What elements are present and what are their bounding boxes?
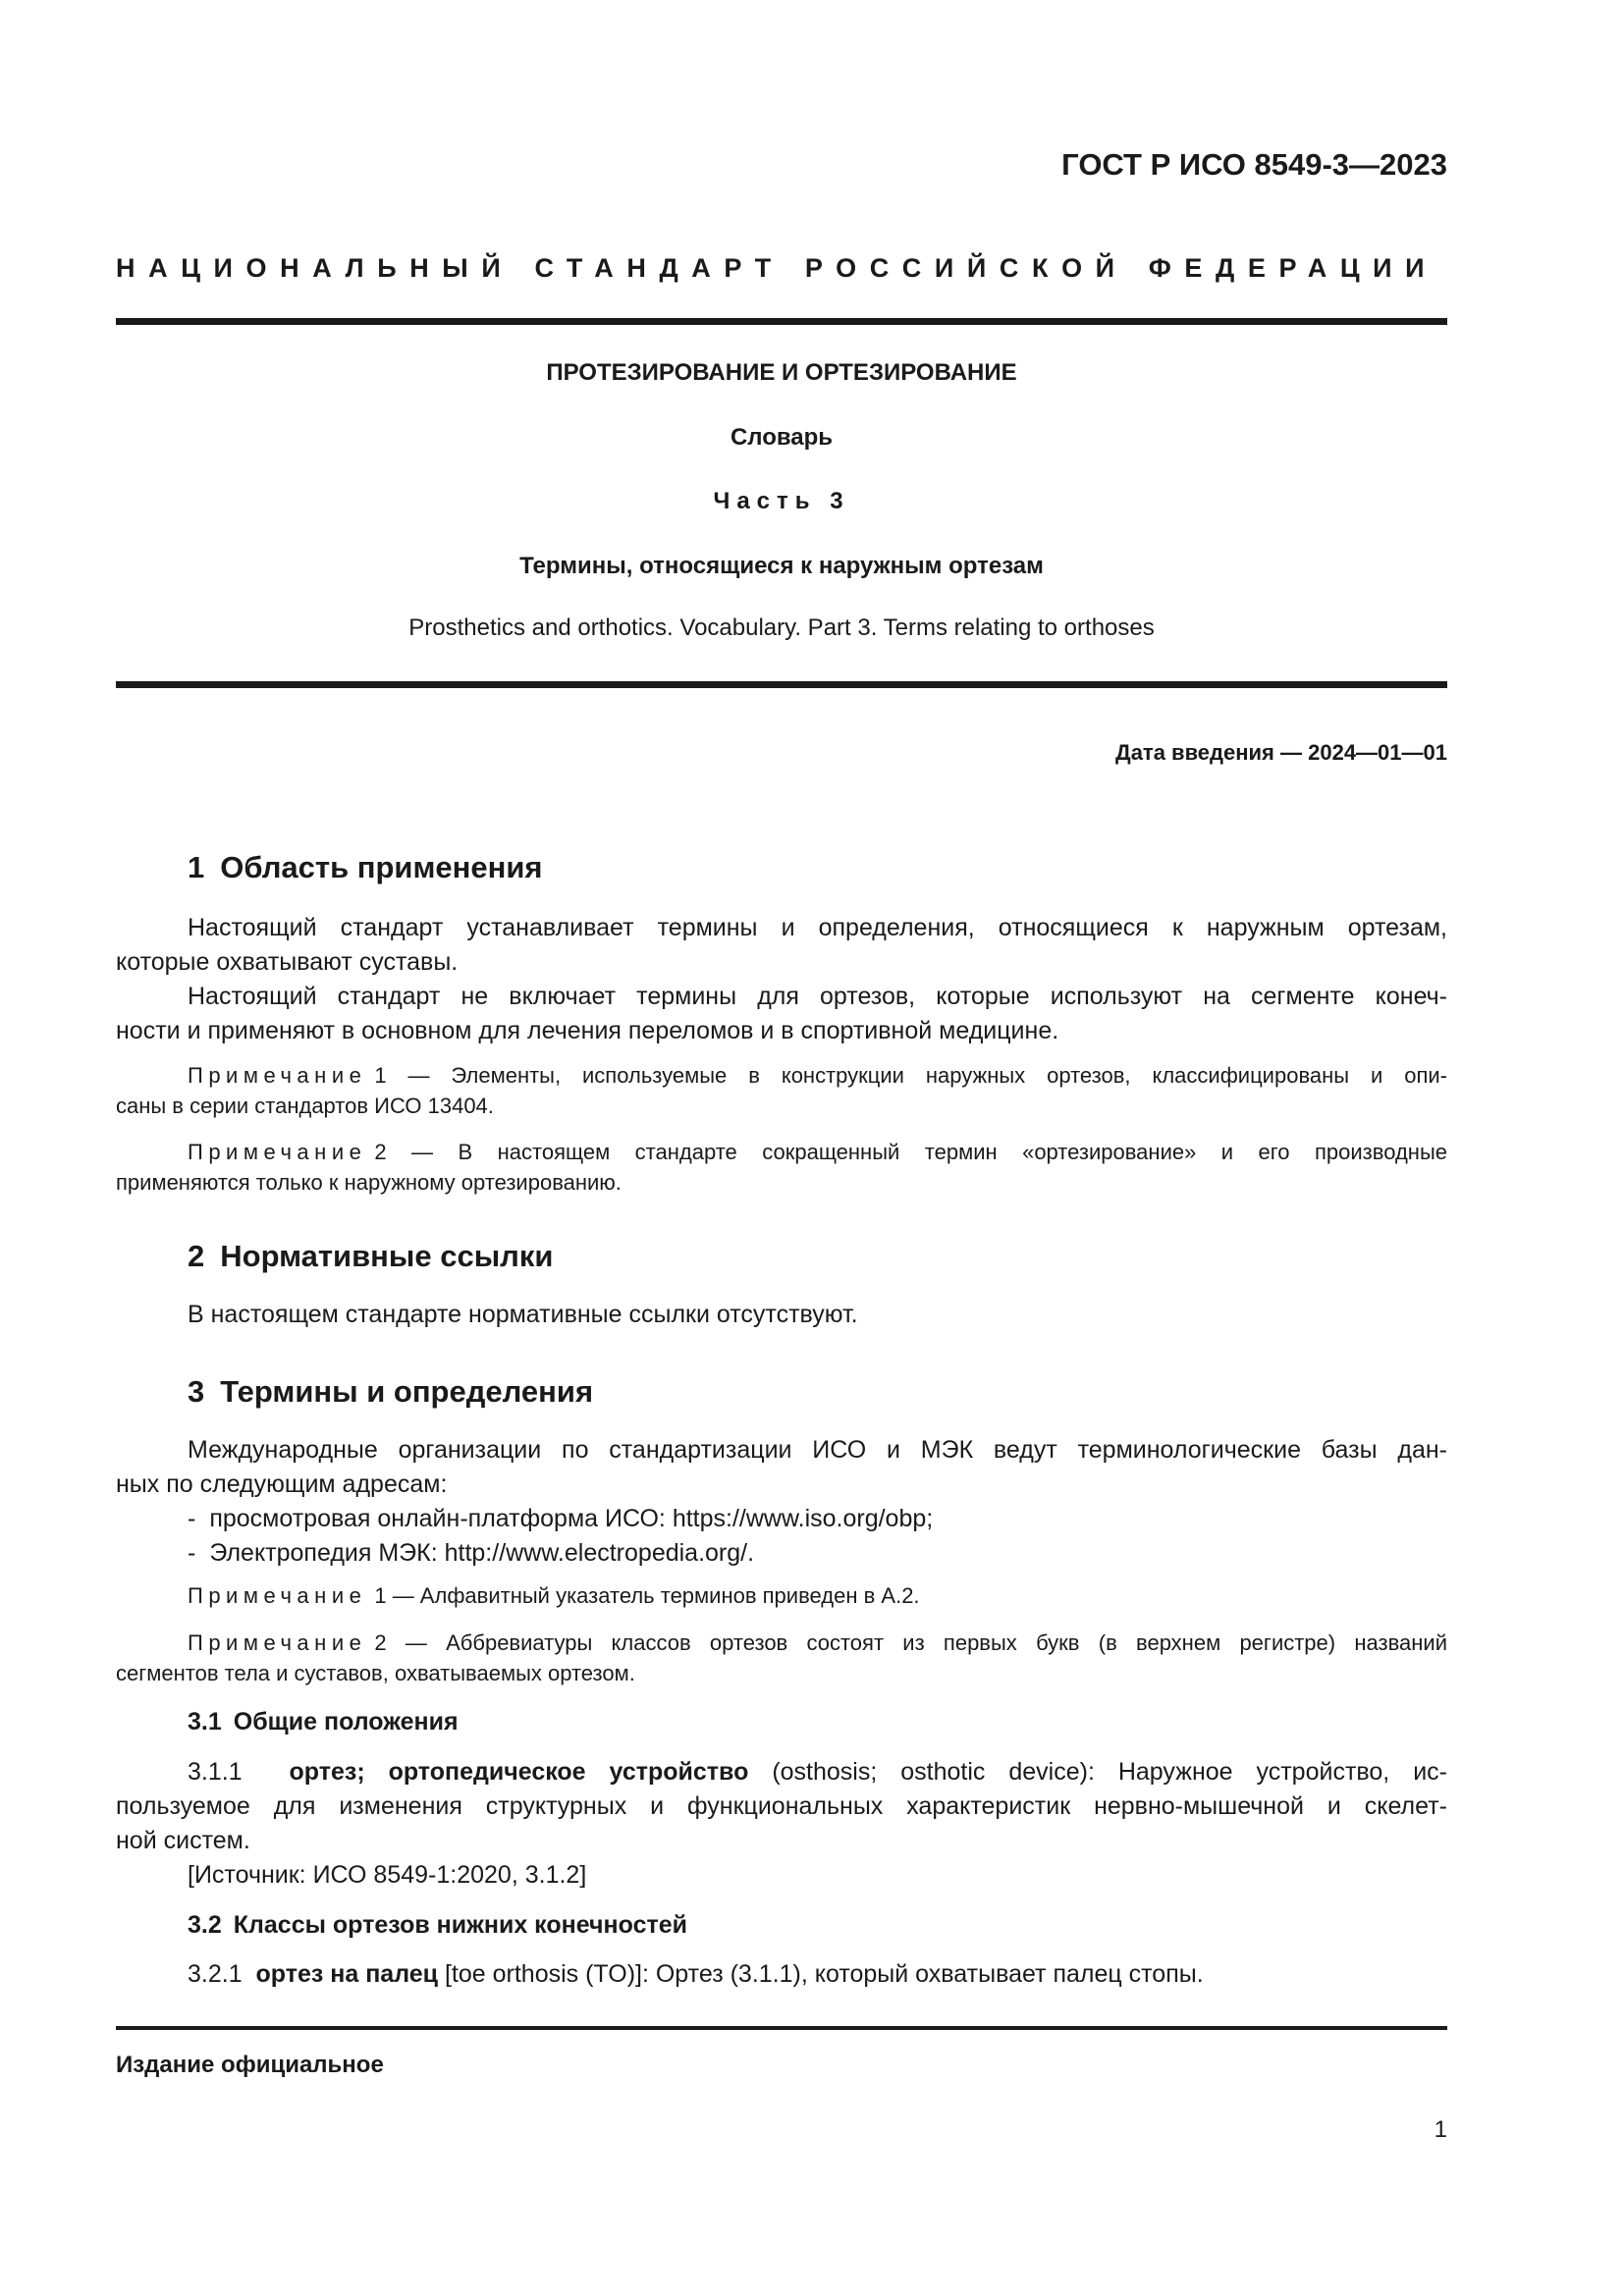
note-line: Примечание 2 — Аббревиатуры классов ортезов состоят из первых букв (в верхнем регистре) названий bbox=[188, 1630, 1447, 1655]
bullet-marker: - bbox=[188, 1539, 196, 1567]
list-item: - просмотровая онлайн-платформа ИСО: https://www.iso.org/obp; bbox=[188, 1505, 934, 1532]
introduction-date: Дата введения — 2024—01—01 bbox=[1115, 740, 1447, 765]
text-line: Настоящий стандарт устанавливает термины и определения, относящиеся к наружным ортезам, bbox=[188, 914, 1447, 941]
section-1-paragraph-1 bbox=[116, 911, 1447, 980]
footer-rule bbox=[116, 2026, 1447, 2030]
bullet-marker: - bbox=[188, 1505, 196, 1532]
document-subtitle-vocabulary: Словарь bbox=[730, 424, 834, 451]
header-rule bbox=[116, 318, 1447, 325]
text-line: ности и применяют в основном для лечения переломов и в спортивной медицине. bbox=[116, 1017, 1059, 1044]
subsection-title: Классы ортезов нижних конечностей bbox=[233, 1911, 687, 1939]
note-line: Примечание 1 — Элементы, используемые в конструкции наружных ортезов, классифицированы и опи- bbox=[188, 1063, 1447, 1088]
subsection-3-1-heading bbox=[188, 1708, 459, 1736]
section-title: Область применения bbox=[220, 850, 543, 884]
term-number: 3.1.1 bbox=[188, 1758, 243, 1786]
list-item: - Электропедия МЭК: http://www.electropedia.org/. bbox=[188, 1539, 755, 1567]
title-rule bbox=[116, 681, 1447, 688]
subsection-3-2-heading bbox=[188, 1911, 687, 1940]
note-line: сегментов тела и суставов, охватываемых ортезом. bbox=[116, 1661, 635, 1685]
note-line: саны в серии стандартов ИСО 13404. bbox=[116, 1094, 494, 1118]
official-edition-label: Издание официальное bbox=[116, 2052, 384, 2078]
text-line: Международные организации по стандартизации ИСО и МЭК ведут терминологические базы дан- bbox=[188, 1436, 1447, 1464]
national-standard-banner: НАЦИОНАЛЬНЫЙ СТАНДАРТ РОССИЙСКОЙ ФЕДЕРАЦИИ bbox=[116, 253, 1438, 283]
term-name: ортез на палец bbox=[255, 1960, 439, 1988]
note-label: Примечание bbox=[188, 1583, 367, 1608]
text-line: ной систем. bbox=[116, 1827, 250, 1854]
text-line: которые охватывают суставы. bbox=[116, 948, 459, 976]
term-3-1-1 bbox=[116, 1755, 1447, 1893]
section-3-paragraph bbox=[116, 1433, 1447, 1571]
page-number: 1 bbox=[1434, 2116, 1447, 2143]
section-title: Нормативные ссылки bbox=[220, 1239, 554, 1273]
subsection-title: Общие положения bbox=[233, 1708, 459, 1735]
text-line: В настоящем стандарте нормативные ссылки отсутствуют. bbox=[188, 1301, 858, 1328]
note-label: Примечание bbox=[188, 1630, 367, 1655]
section-2-heading bbox=[188, 1239, 553, 1274]
document-title: ПРОТЕЗИРОВАНИЕ И ОРТЕЗИРОВАНИЕ bbox=[546, 359, 1017, 386]
text-line: пользуемое для изменения структурных и функциональных характеристик нервно-мышечной и скелет- bbox=[116, 1792, 1447, 1820]
subsection-number: 3.1 bbox=[188, 1708, 222, 1735]
term-line: 3.2.1 ортез на палец [toe orthosis (TO)]: Ортез (3.1.1), который охватывает палец стопы. bbox=[188, 1960, 1204, 1988]
section-2-paragraph bbox=[116, 1298, 1447, 1332]
document-terms-title: Термины, относящиеся к наружным ортезам bbox=[519, 553, 1044, 579]
section-number: 2 bbox=[188, 1239, 205, 1273]
document-part: Часть 3 bbox=[713, 488, 850, 514]
section-3-note-1 bbox=[116, 1580, 1447, 1611]
text-line: Настоящий стандарт не включает термины для ортезов, которые используют на сегменте конеч- bbox=[188, 983, 1447, 1010]
section-3-heading bbox=[188, 1374, 593, 1410]
section-1-paragraph-2 bbox=[116, 980, 1447, 1048]
section-number: 3 bbox=[188, 1374, 205, 1409]
section-1-note-2 bbox=[116, 1137, 1447, 1198]
section-1-heading bbox=[188, 850, 543, 885]
text-line: ных по следующим адресам: bbox=[116, 1470, 448, 1498]
term-number: 3.2.1 bbox=[188, 1960, 243, 1988]
note-line: Примечание 2 — В настоящем стандарте сокращенный термин «ортезирование» и его производные bbox=[188, 1140, 1447, 1164]
term-3-2-1 bbox=[116, 1957, 1447, 1992]
term-source: [Источник: ИСО 8549-1:2020, 3.1.2] bbox=[188, 1861, 587, 1889]
standard-code: ГОСТ Р ИСО 8549-3—2023 bbox=[1061, 147, 1447, 182]
term-line: 3.1.1 ортез; ортопедическое устройство (osthosis; osthotic device): Наружное устройство, ис- bbox=[188, 1758, 1447, 1786]
document-english-title: Prosthetics and orthotics. Vocabulary. Part 3. Terms relating to orthoses bbox=[408, 614, 1155, 641]
section-number: 1 bbox=[188, 850, 205, 884]
section-1-note-1 bbox=[116, 1060, 1447, 1121]
note-line: Примечание 1 — Алфавитный указатель терминов приведен в А.2. bbox=[188, 1583, 920, 1608]
note-label: Примечание bbox=[188, 1140, 367, 1164]
note-line: применяются только к наружному ортезированию. bbox=[116, 1170, 622, 1195]
subsection-number: 3.2 bbox=[188, 1911, 222, 1939]
term-name: ортез; ортопедическое устройство bbox=[289, 1758, 749, 1786]
note-label: Примечание bbox=[188, 1063, 367, 1088]
section-3-note-2 bbox=[116, 1628, 1447, 1688]
section-title: Термины и определения bbox=[220, 1374, 594, 1409]
